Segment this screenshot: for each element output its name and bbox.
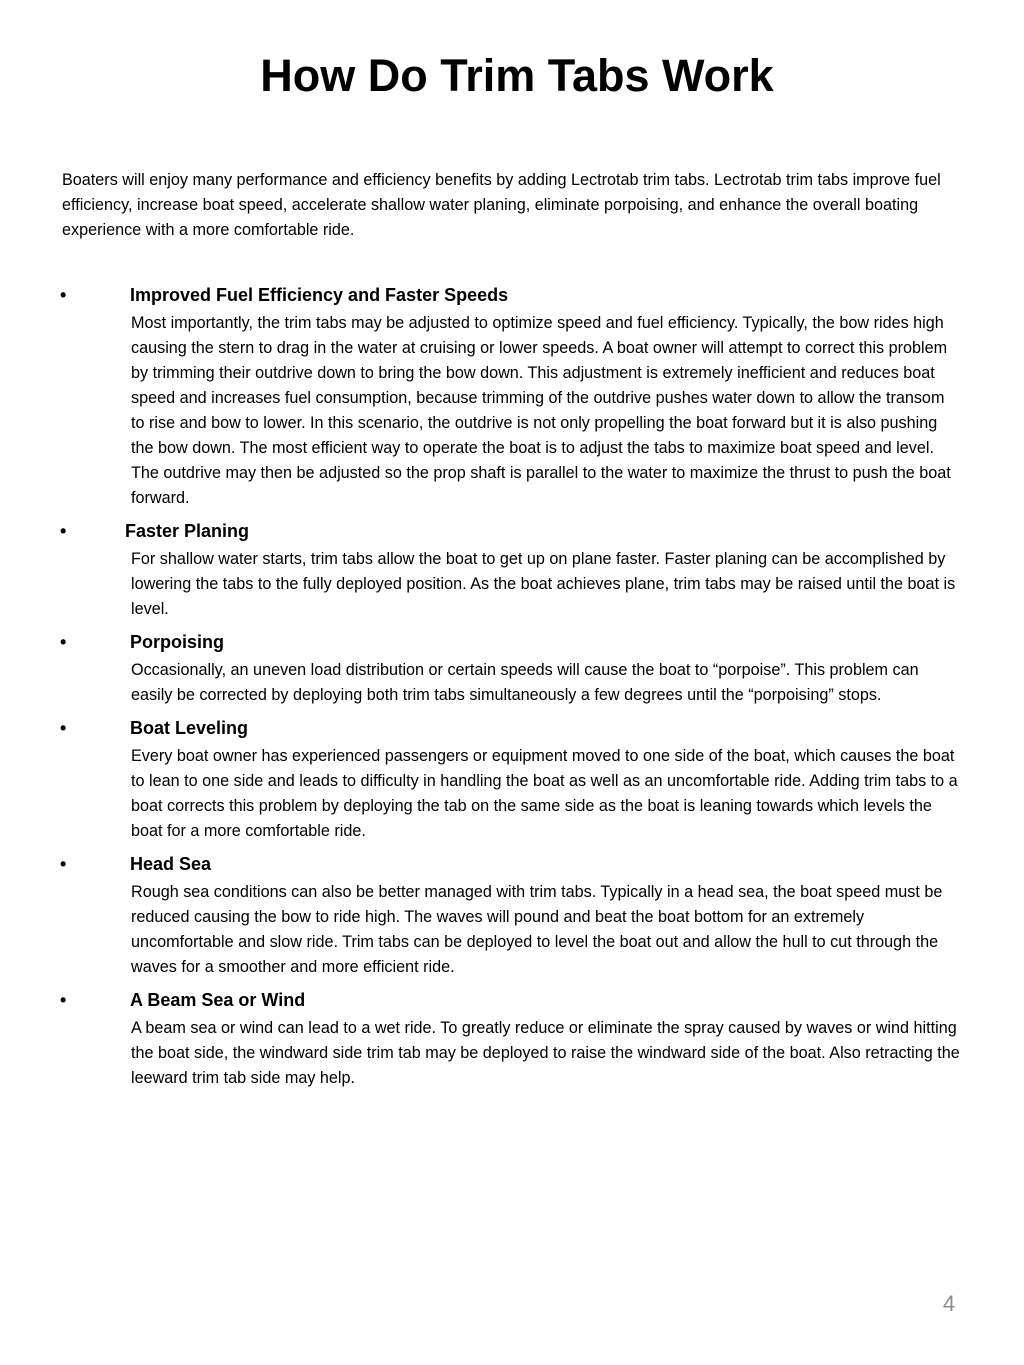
intro-paragraph: Boaters will enjoy many performance and efficiency benefits by adding Lectrotab trim tabs. Lectrotab trim tabs improve fuel efficiency, increase boat speed, accelerate shallow water planing, eliminate porpoising, and enhance the overall boating experience with a more comfortable ride.: [62, 171, 941, 239]
section-heading: [0, 986, 1024, 1015]
bullet-icon: •: [60, 521, 67, 541]
bullet-icon: •: [60, 285, 67, 305]
section-list: [0, 281, 1024, 1097]
section-body: For shallow water starts, trim tabs allow the boat to get up on plane faster. Faster planing can be accomplished by lowering the tabs to the fully deployed position. As the boat achieves plane, trim tabs may be raised until the boat is level.: [131, 550, 956, 618]
section-body: Occasionally, an uneven load distribution or certain speeds will cause the boat to “porpoise”. This problem can easily be corrected by deploying both trim tabs simultaneously a few degrees until the “porpoising” stops.: [131, 661, 919, 704]
bullet-icon: •: [60, 854, 67, 874]
section-body: Most importantly, the trim tabs may be adjusted to optimize speed and fuel efficiency. Typically, the bow rides high causing the stern to drag in the water at cruising or lower speeds. A boat owner will attempt to correct this problem by trimming their outdrive down to bring the bow down. This adjustment is extremely inefficient and reduces boat speed and increases fuel consumption, because trimming of the outdrive pushes water down to allow the transom to rise and bow to lower. In this scenario, the outdrive is not only propelling the boat forward but it is also pushing the bow down. The most efficient way to operate the boat is to adjust the tabs to maximize boat speed and level. The outdrive may then be adjusted so the prop shaft is parallel to the water to maximize the thrust to push the boat forward.: [131, 314, 951, 507]
section-item: [0, 517, 1024, 622]
page-number: 4: [942, 1291, 956, 1316]
section-item: [0, 850, 1024, 980]
bullet-icon: •: [60, 718, 67, 738]
section-heading: [0, 517, 1024, 546]
section-item: [0, 714, 1024, 844]
section-body: Every boat owner has experienced passengers or equipment moved to one side of the boat, which causes the boat to lean to one side and leads to difficulty in handling the boat as well as an uncomfortable ride. Adding trim tabs to a boat corrects this problem by deploying the tab on the same side as the boat is leaning towards which levels the boat for a more comfortable ride.: [131, 747, 958, 840]
section-heading: [0, 628, 1024, 657]
section-title: Improved Fuel Efficiency and Faster Speeds: [130, 285, 509, 305]
section-heading: [0, 281, 1024, 310]
section-heading: [0, 850, 1024, 879]
section-body: A beam sea or wind can lead to a wet ride. To greatly reduce or eliminate the spray caused by waves or wind hitting the boat side, the windward side trim tab may be deployed to raise the windward side of the boat. Also retracting the leeward trim tab side may help.: [131, 1019, 960, 1087]
section-item: [0, 281, 1024, 511]
section-heading: [0, 714, 1024, 743]
section-title: Porpoising: [130, 632, 224, 652]
section-item: [0, 628, 1024, 708]
bullet-icon: •: [60, 990, 67, 1010]
section-title: Faster Planing: [125, 521, 250, 541]
section-item: [0, 986, 1024, 1091]
section-title: Boat Leveling: [130, 718, 249, 738]
page-title: How Do Trim Tabs Work: [260, 50, 774, 101]
section-title: Head Sea: [130, 854, 212, 874]
bullet-icon: •: [60, 632, 67, 652]
section-title: A Beam Sea or Wind: [130, 990, 306, 1010]
section-body: Rough sea conditions can also be better managed with trim tabs. Typically in a head sea, the boat speed must be reduced causing the bow to ride high. The waves will pound and beat the boat bottom for an extremely uncomfortable and slow ride. Trim tabs can be deployed to level the boat out and allow the hull to cut through the waves for a smoother and more efficient ride.: [131, 883, 943, 976]
